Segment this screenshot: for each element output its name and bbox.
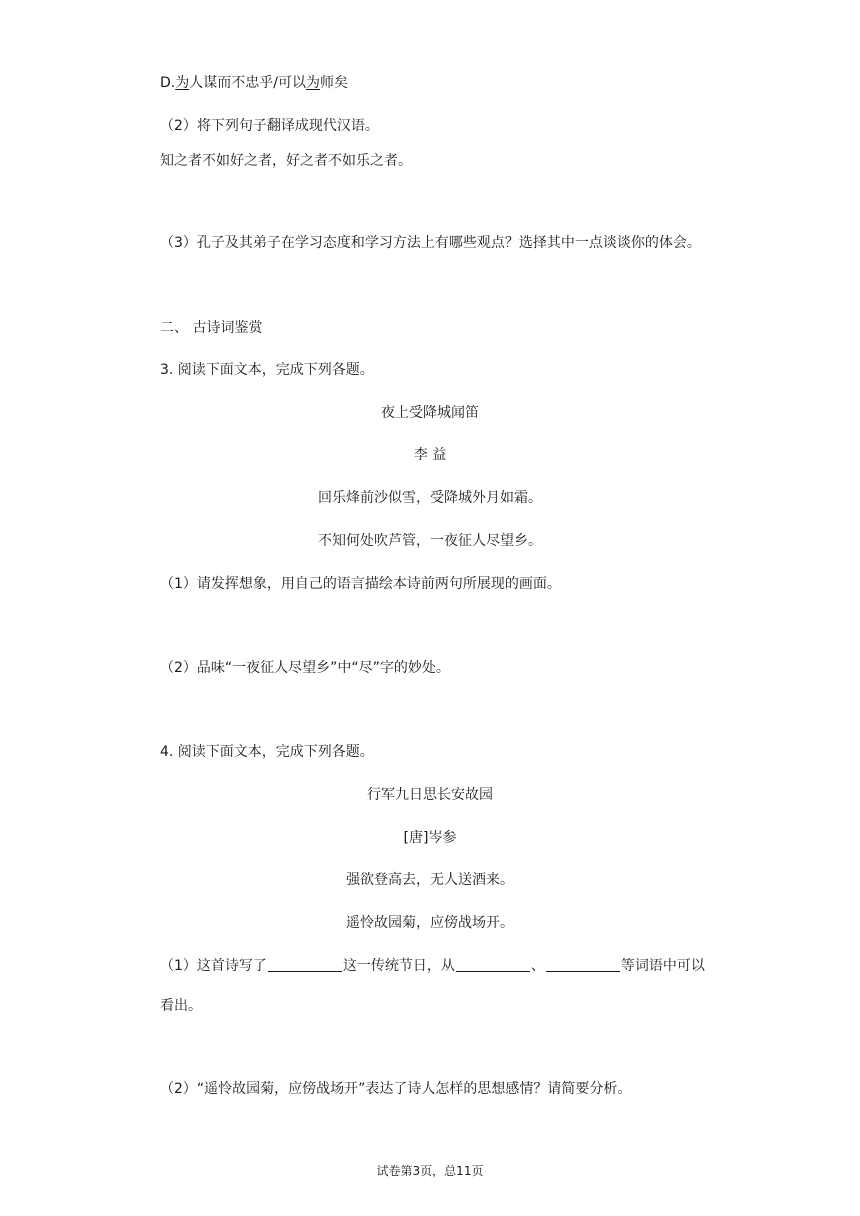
answer-blank-2[interactable] [456, 957, 530, 972]
q2-sub2-sentence: 知之者不如好之者，好之者不如乐之者。 [160, 153, 412, 169]
q4-sub1-part-d: 等词语中可以 [620, 958, 705, 974]
q4-sub1-part-c: 、 [530, 958, 545, 974]
q4-sub1-part-b: 这一传统节日，从 [342, 958, 455, 974]
section-heading: 二、 古诗词鉴赏 [160, 320, 263, 336]
option-d-end: 师矣 [319, 75, 348, 91]
q2-sub3-prompt: （3）孔子及其弟子在学习态度和学习方法上有哪些观点？选择其中一点谈谈你的体会。 [160, 235, 701, 251]
q3-poem-title: 夜上受降城闻笛 [381, 405, 479, 421]
underlined-word-1: 为 [175, 75, 190, 91]
q3-sub1: （1）请发挥想象，用自己的语言描绘本诗前两句所展现的画面。 [160, 576, 561, 592]
q4-poem-line-2: 遥怜故园菊，应傍战场开。 [346, 915, 514, 931]
q3-author: 李 益 [413, 447, 447, 463]
page-footer: 试卷第3页，总11页 [376, 1164, 484, 1178]
answer-blank-1[interactable] [268, 957, 342, 972]
option-d-text: 人谋而不忠乎/可以 [189, 75, 306, 91]
answer-blank-3[interactable] [546, 957, 620, 972]
underlined-word-2: 为 [305, 75, 320, 91]
q4-sub1-part-a: （1）这首诗写了 [160, 958, 267, 974]
q3-poem-line-2: 不知何处吹芦管，一夜征人尽望乡。 [318, 533, 542, 549]
q2-sub2-prompt: （2）将下列句子翻译成现代汉语。 [160, 118, 379, 134]
option-d [160, 75, 348, 92]
option-d-label: D. [160, 75, 176, 91]
q3-poem-line-1: 回乐烽前沙似雪，受降城外月如霜。 [318, 490, 542, 506]
q4-sub2: （2）“遥怜故园菊，应傍战场开”表达了诗人怎样的思想感情？请简要分析。 [160, 1081, 632, 1097]
q4-poem-line-1: 强欲登高去，无人送酒来。 [346, 872, 514, 888]
q4-author: [唐]岑参 [403, 830, 457, 846]
q4-sub1 [160, 957, 705, 975]
q3-intro: 3. 阅读下面文本，完成下列各题。 [160, 362, 374, 378]
q4-sub1-continued: 看出。 [160, 998, 202, 1014]
q4-intro: 4. 阅读下面文本，完成下列各题。 [160, 744, 374, 760]
q3-sub2: （2）品味“一夜征人尽望乡”中“尽”字的妙处。 [160, 660, 450, 676]
q4-poem-title: 行军九日思长安故园 [367, 787, 493, 803]
